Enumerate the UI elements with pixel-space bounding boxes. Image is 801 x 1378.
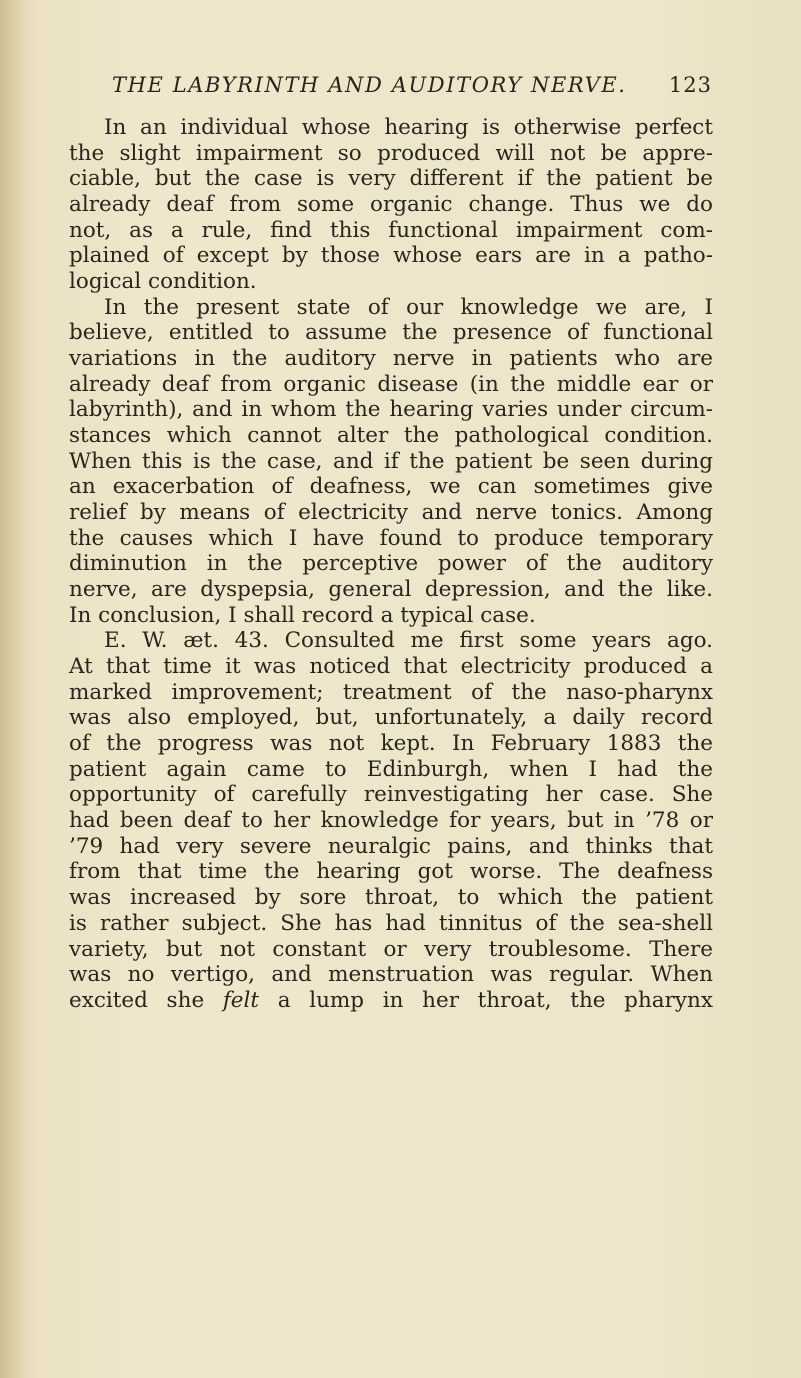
text-line: plained of except by those whose ears are in a patho- <box>69 243 713 269</box>
text-line: stances which cannot alter the pathological condition. <box>69 423 713 449</box>
text-line: In the present state of our knowledge we are, I <box>104 294 713 320</box>
text-line: is rather subject. She has had tinnitus of the sea-shell <box>69 910 713 936</box>
text-line: was also employed, but, unfortunately, a daily record <box>69 705 713 731</box>
text-line: already deaf from organic disease (in the middle ear or <box>69 371 713 397</box>
text-line: nerve, are dyspepsia, general depression, and the like. <box>69 577 713 603</box>
body-text <box>69 115 713 1014</box>
text-line: labyrinth), and in whom the hearing varies under circum- <box>69 397 713 423</box>
text-line: was no vertigo, and menstruation was regular. When <box>69 962 713 988</box>
page-number: 123 <box>668 73 712 97</box>
text-line: an exacerbation of deafness, we can sometimes give <box>69 474 713 500</box>
text-line: marked improvement; treatment of the naso-pharynx <box>69 679 713 705</box>
text-line: opportunity of carefully reinvestigating her case. She <box>69 782 713 808</box>
text-line: In conclusion, I shall record a typical case. <box>69 602 536 628</box>
text-line: ciable, but the case is very different if the patient be <box>69 166 713 192</box>
text-line: from that time the hearing got worse. The deafness <box>69 859 713 885</box>
text-line: excited she felt a lump in her throat, the pharynx <box>69 987 714 1013</box>
text-line: relief by means of electricity and nerve tonics. Among <box>69 500 713 526</box>
running-head-title: THE LABYRINTH AND AUDITORY NERVE. <box>112 73 627 97</box>
text-line: In an individual whose hearing is otherwise perfect <box>104 115 713 140</box>
text-line: At that time it was noticed that electricity produced a <box>69 654 713 680</box>
text-line: When this is the case, and if the patient be seen during <box>69 448 713 474</box>
text-line: the slight impairment so produced will not be appre- <box>69 140 713 166</box>
text-line: patient again came to Edinburgh, when I had the <box>69 756 713 782</box>
text-line: ’79 had very severe neuralgic pains, and thinks that <box>69 833 713 859</box>
text-line: E. W. æt. 43. Consulted me first some years ago. <box>104 628 713 654</box>
text-line: logical condition. <box>69 269 257 295</box>
text-line: variety, but not constant or very troublesome. There <box>69 936 713 962</box>
binding-gutter <box>0 0 28 1378</box>
text-line: the causes which I have found to produce temporary <box>69 525 713 551</box>
text-line: variations in the auditory nerve in patients who are <box>69 346 713 372</box>
text-line: believe, entitled to assume the presence of functional <box>69 320 713 346</box>
text-line: not, as a rule, find this functional impairment com- <box>69 217 713 243</box>
text-line: of the progress was not kept. In February 1883 the <box>69 731 713 757</box>
running-head <box>112 73 712 107</box>
text-line: already deaf from some organic change. Thus we do <box>69 192 713 218</box>
text-line: diminution in the perceptive power of the auditory <box>69 551 713 577</box>
italic-word: felt <box>222 987 260 1013</box>
text-line: was increased by sore throat, to which the patient <box>69 885 713 911</box>
text-line: had been deaf to her knowledge for years, but in ’78 or <box>69 808 713 834</box>
